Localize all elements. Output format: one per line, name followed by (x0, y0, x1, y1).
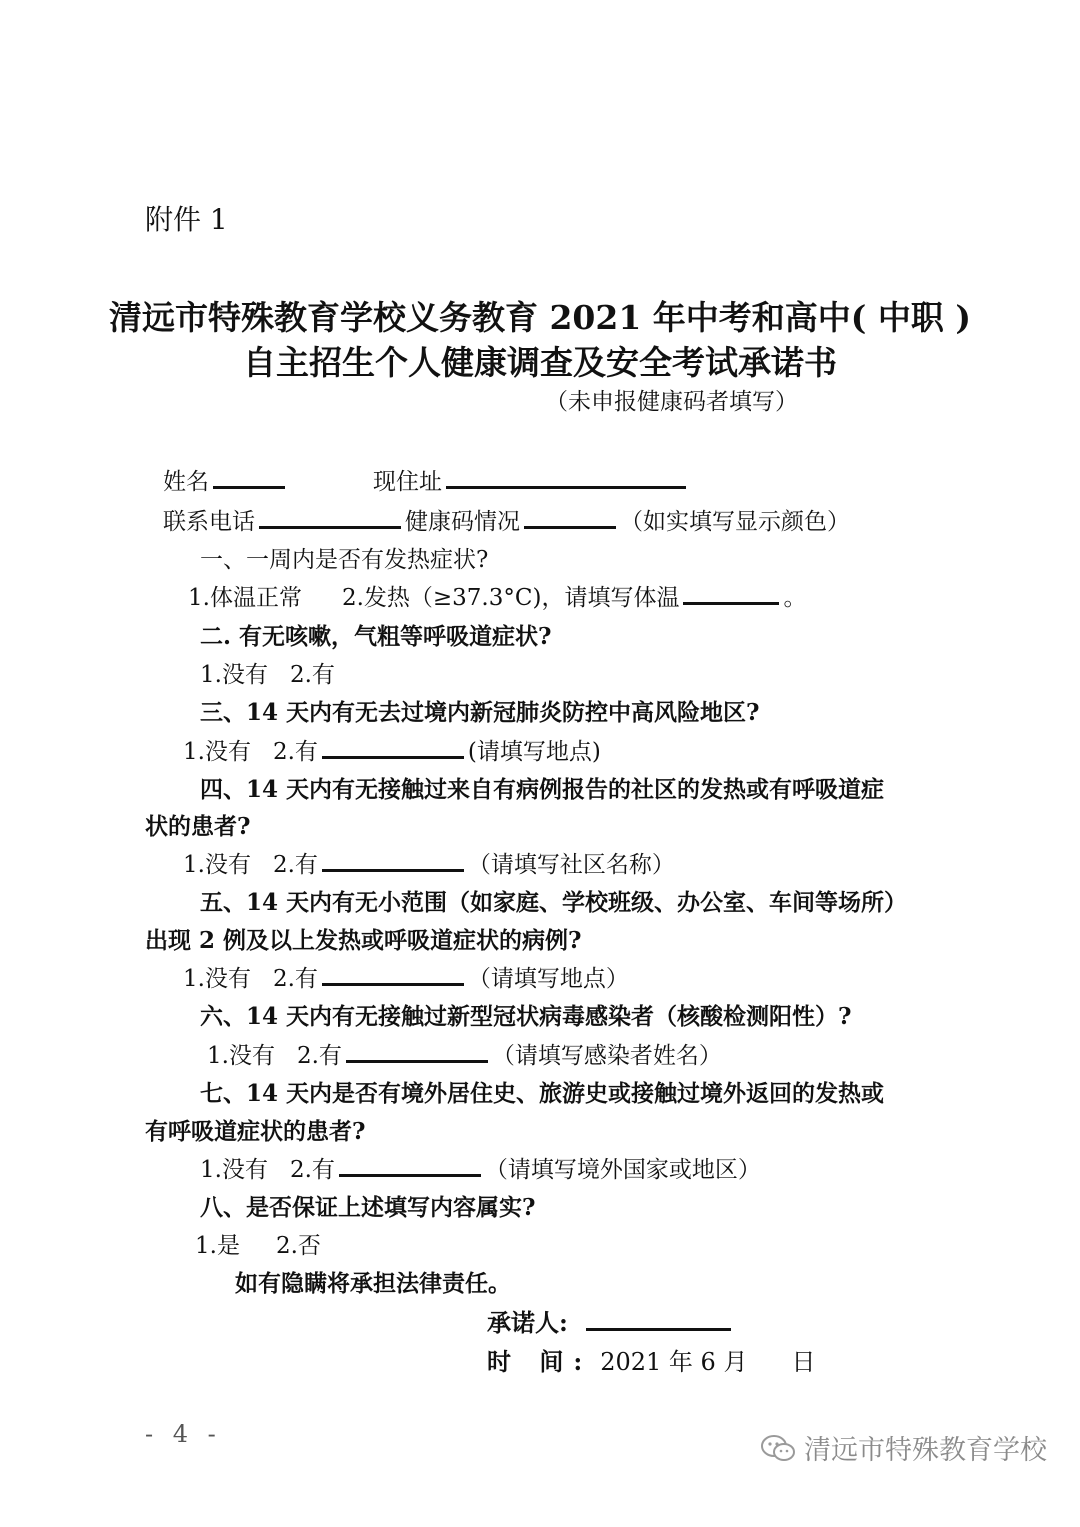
time-row (487, 1342, 815, 1377)
q3-option1[interactable]: 1.没有 (183, 739, 251, 765)
q4-community-blank[interactable] (322, 851, 464, 872)
time-label: 时 间: (487, 1347, 593, 1376)
q5-question-line1: 五、14 天内有无小范围（如家庭、学校班级、办公室、车间等场所） (200, 889, 908, 916)
name-blank[interactable] (213, 468, 285, 489)
watermark-text: 清远市特殊教育学校 (804, 1435, 1047, 1466)
q8-option2[interactable]: 2.否 (275, 1233, 321, 1259)
q8-option1[interactable]: 1.是 (195, 1233, 240, 1259)
q7-option2[interactable]: 2.有 (289, 1157, 335, 1183)
q5-hint: （请填写地点） (467, 966, 629, 992)
q4-question-line2: 状的患者? (145, 813, 251, 840)
document-title-line2: 自主招生个人健康调查及安全考试承诺书 (243, 343, 837, 382)
q6-hint: （请填写感染者姓名） (491, 1043, 722, 1069)
q6-options (207, 1037, 722, 1070)
q4-option2[interactable]: 2.有 (272, 852, 318, 878)
pledger-label: 承诺人: (487, 1308, 568, 1337)
q4-option1[interactable]: 1.没有 (183, 852, 251, 878)
q1-option2[interactable]: 2.发热（≥37.3°C)，请填写体温 (341, 585, 680, 611)
q6-option2[interactable]: 2.有 (296, 1043, 342, 1069)
phone-health-row (163, 503, 850, 536)
q5-options (183, 960, 629, 993)
q1-tail: 。 (783, 585, 807, 611)
address-label: 现住址 (373, 469, 442, 495)
q8-question: 八、是否保证上述填写内容属实? (200, 1194, 536, 1221)
q4-question-line1: 四、14 天内有无接触过来自有病例报告的社区的发热或有呼吸道症 (200, 776, 885, 803)
name-label: 姓名 (163, 469, 209, 495)
health-code-label: 健康码情况 (405, 509, 520, 535)
q5-location-blank[interactable] (322, 965, 464, 986)
q4-options (183, 846, 675, 879)
q2-option2[interactable]: 2.有 (289, 662, 335, 688)
health-code-blank[interactable] (524, 508, 616, 529)
liability-statement: 如有隐瞒将承担法律责任。 (235, 1270, 511, 1297)
date-text: 2021 年 6 月 (600, 1348, 748, 1376)
watermark (760, 1428, 1047, 1467)
q6-option1[interactable]: 1.没有 (207, 1043, 275, 1069)
q5-option2[interactable]: 2.有 (272, 966, 318, 992)
health-code-note: （如实填写显示颜色） (620, 509, 850, 535)
phone-blank[interactable] (259, 508, 401, 529)
q3-option2[interactable]: 2.有 (272, 739, 318, 765)
temperature-blank[interactable] (683, 584, 779, 605)
address-blank[interactable] (446, 468, 686, 489)
address-field (373, 463, 690, 496)
q3-location-blank[interactable] (322, 738, 464, 759)
document-title-line1: 清远市特殊教育学校义务教育 2021 年中考和高中( 中职 ) (108, 298, 972, 337)
page-number: - 4 - (145, 1420, 222, 1448)
q4-hint: （请填写社区名称） (467, 852, 675, 878)
name-field (163, 463, 289, 496)
q3-question: 三、14 天内有无去过境内新冠肺炎防控中高风险地区? (200, 699, 760, 726)
fill-note: （未申报健康码者填写） (545, 389, 798, 415)
q8-options (195, 1227, 321, 1260)
q1-question: 一、一周内是否有发热症状? (200, 547, 489, 573)
q2-question: 二. 有无咳嗽，气粗等呼吸道症状? (200, 623, 552, 650)
q1-option1[interactable]: 1.体温正常 (188, 585, 302, 611)
q3-hint: (请填写地点) (467, 739, 601, 765)
attachment-label: 附件 1 (145, 203, 228, 236)
q6-question: 六、14 天内有无接触过新型冠状病毒感染者（核酸检测阳性）? (200, 1003, 852, 1030)
q5-question-line2: 出现 2 例及以上发热或呼吸道症状的病例? (145, 927, 582, 954)
q7-hint: （请填写境外国家或地区） (484, 1157, 761, 1183)
q5-option1[interactable]: 1.没有 (183, 966, 251, 992)
day-text: 日 (791, 1348, 816, 1376)
wechat-icon (760, 1434, 796, 1462)
phone-label: 联系电话 (163, 509, 255, 535)
q1-options (188, 579, 806, 612)
q2-option1[interactable]: 1.没有 (200, 662, 268, 688)
q7-question-line2: 有呼吸道症状的患者? (145, 1118, 366, 1145)
q7-country-blank[interactable] (339, 1156, 481, 1177)
pledger-blank[interactable] (586, 1310, 731, 1331)
pledger-row (487, 1303, 735, 1338)
q2-options (200, 656, 335, 689)
q7-option1[interactable]: 1.没有 (200, 1157, 268, 1183)
q6-name-blank[interactable] (346, 1042, 488, 1063)
q7-options (200, 1151, 761, 1184)
q3-options (183, 733, 601, 766)
q7-question-line1: 七、14 天内是否有境外居住史、旅游史或接触过境外返回的发热或 (200, 1080, 885, 1107)
